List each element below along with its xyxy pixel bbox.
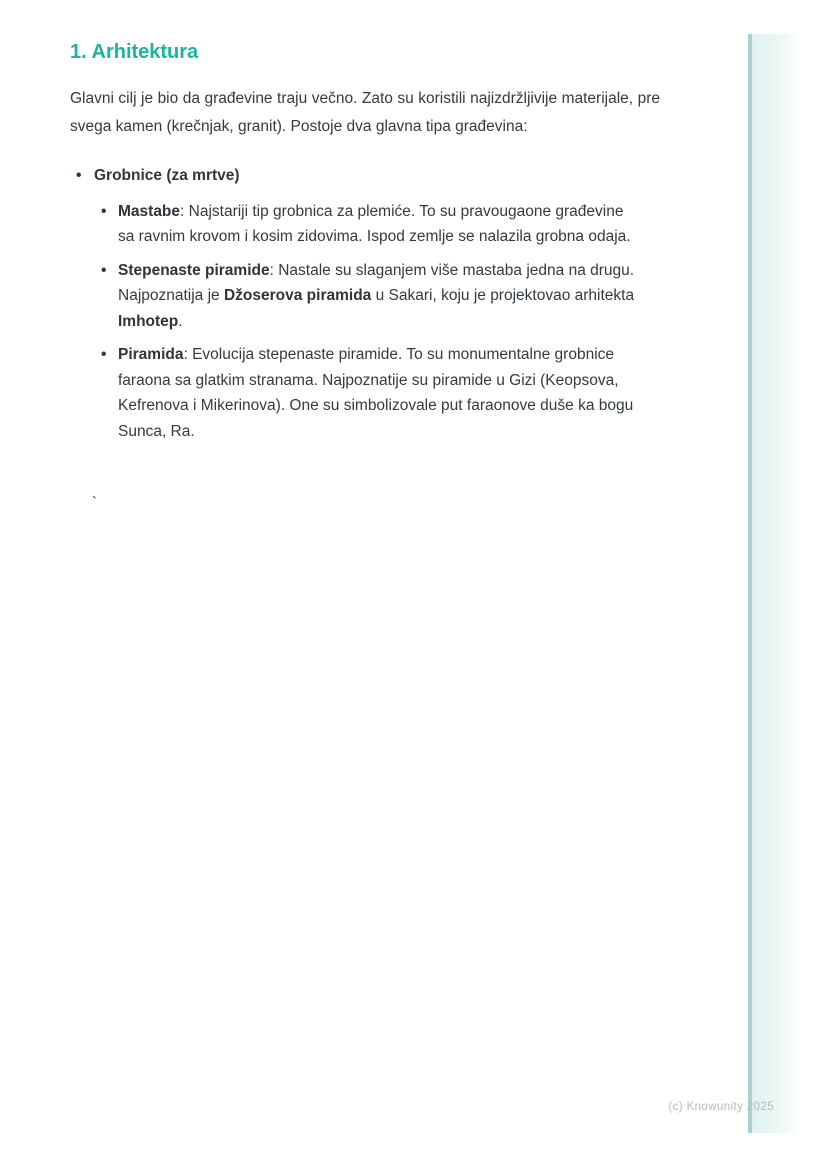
list-item-text: Mastabe: Najstariji tip grobnica za plemiće. To su pravougaone građevine sa ravnim krovom i kosim zidovima. Ispod zemlje se nalazila grobna odaja. [118, 202, 631, 245]
section-heading: 1. Arhitektura [70, 41, 199, 63]
list-item [70, 258, 638, 335]
list-item-text: Piramida: Evolucija stepenaste piramide. To su monumentalne grobnice faraona sa glatkim stranama. Najpoznatije su piramide u Gizi (Keopsova, Kefrenova i Mikerinova). One su simbolizovale put faraonove duše ka bogu Sunca, Ra. [118, 346, 634, 440]
bullet-icon: • [101, 261, 107, 279]
stray-character: ` [92, 494, 97, 511]
list-item [70, 199, 638, 250]
list-item [70, 342, 638, 444]
tomb-types-list [70, 163, 660, 444]
bullet-icon: • [101, 346, 107, 363]
copyright-watermark: (c) Knowunity 2025 [668, 1101, 774, 1113]
bullet-icon: • [76, 167, 82, 184]
list-item-label: Grobnice (za mrtve) [94, 167, 240, 184]
intro-paragraph: Glavni cilj je bio da građevine traju večno. Zato su koristili najizdržljivije materijale, pre svega kamen (krečnjak, granit). Postoje dva glavna tipa građevina: [70, 90, 660, 135]
accent-band [748, 34, 795, 1133]
list-item-text: Stepenaste piramide: Nastale su slaganjem više mastaba jedna na drugu. Najpoznatija je Džoserova piramida u Sakari, koju je projektovao arhitekta Imhotep. [118, 261, 635, 330]
document-page [70, 40, 660, 452]
tomb-subtypes-list [70, 199, 660, 445]
list-item-grobnice [70, 163, 660, 189]
bullet-icon: • [101, 202, 107, 220]
